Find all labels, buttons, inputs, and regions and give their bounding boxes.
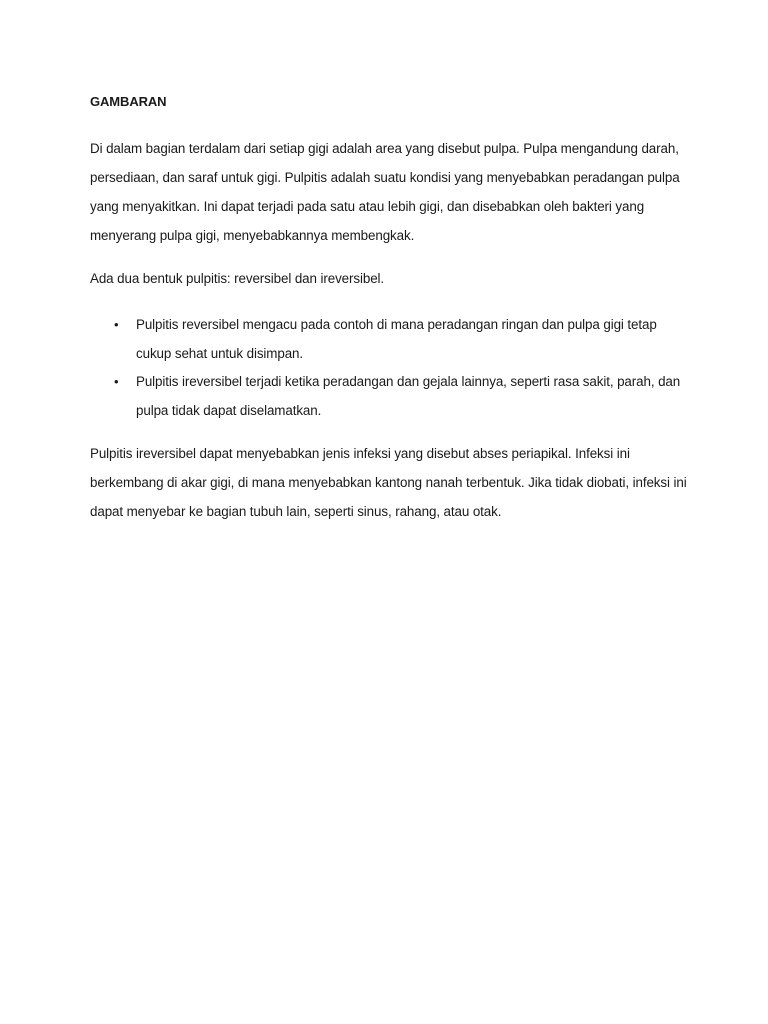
bullet-icon: • <box>114 317 119 332</box>
document-body <box>90 92 690 540</box>
document-heading: GAMBARAN <box>90 94 167 109</box>
pulpitis-types-list <box>90 311 690 425</box>
intro-paragraph: Di dalam bagian terdalam dari setiap gigi adalah area yang disebut pulpa. Pulpa mengandung darah, persediaan, dan saraf untuk gigi. Pulpitis adalah suatu kondisi yang menyebabkan peradangan pulpa yang menyakitkan. Ini dapat terjadi pada satu atau lebih gigi, dan disebabkan oleh bakteri yang menyerang pulpa gigi, menyebabkannya membengkak. <box>90 141 680 243</box>
list-item-text: Pulpitis ireversibel terjadi ketika peradangan dan gejala lainnya, seperti rasa sakit, parah, dan pulpa tidak dapat diselamatkan. <box>136 374 681 418</box>
list-item-text: Pulpitis reversibel mengacu pada contoh di mana peradangan ringan dan pulpa gigi tetap cukup sehat untuk disimpan. <box>136 317 657 361</box>
closing-paragraph: Pulpitis ireversibel dapat menyebabkan jenis infeksi yang disebut abses periapikal. Infeksi ini berkembang di akar gigi, di mana menyebabkan kantong nanah terbentuk. Jika tidak diobati, infeksi ini dapat menyebar ke bagian tubuh lain, seperti sinus, rahang, atau otak. <box>90 446 687 519</box>
list-item <box>90 368 690 425</box>
list-item <box>90 311 690 368</box>
forms-paragraph: Ada dua bentuk pulpitis: reversibel dan ireversibel. <box>90 271 385 286</box>
bullet-icon: • <box>114 374 119 389</box>
